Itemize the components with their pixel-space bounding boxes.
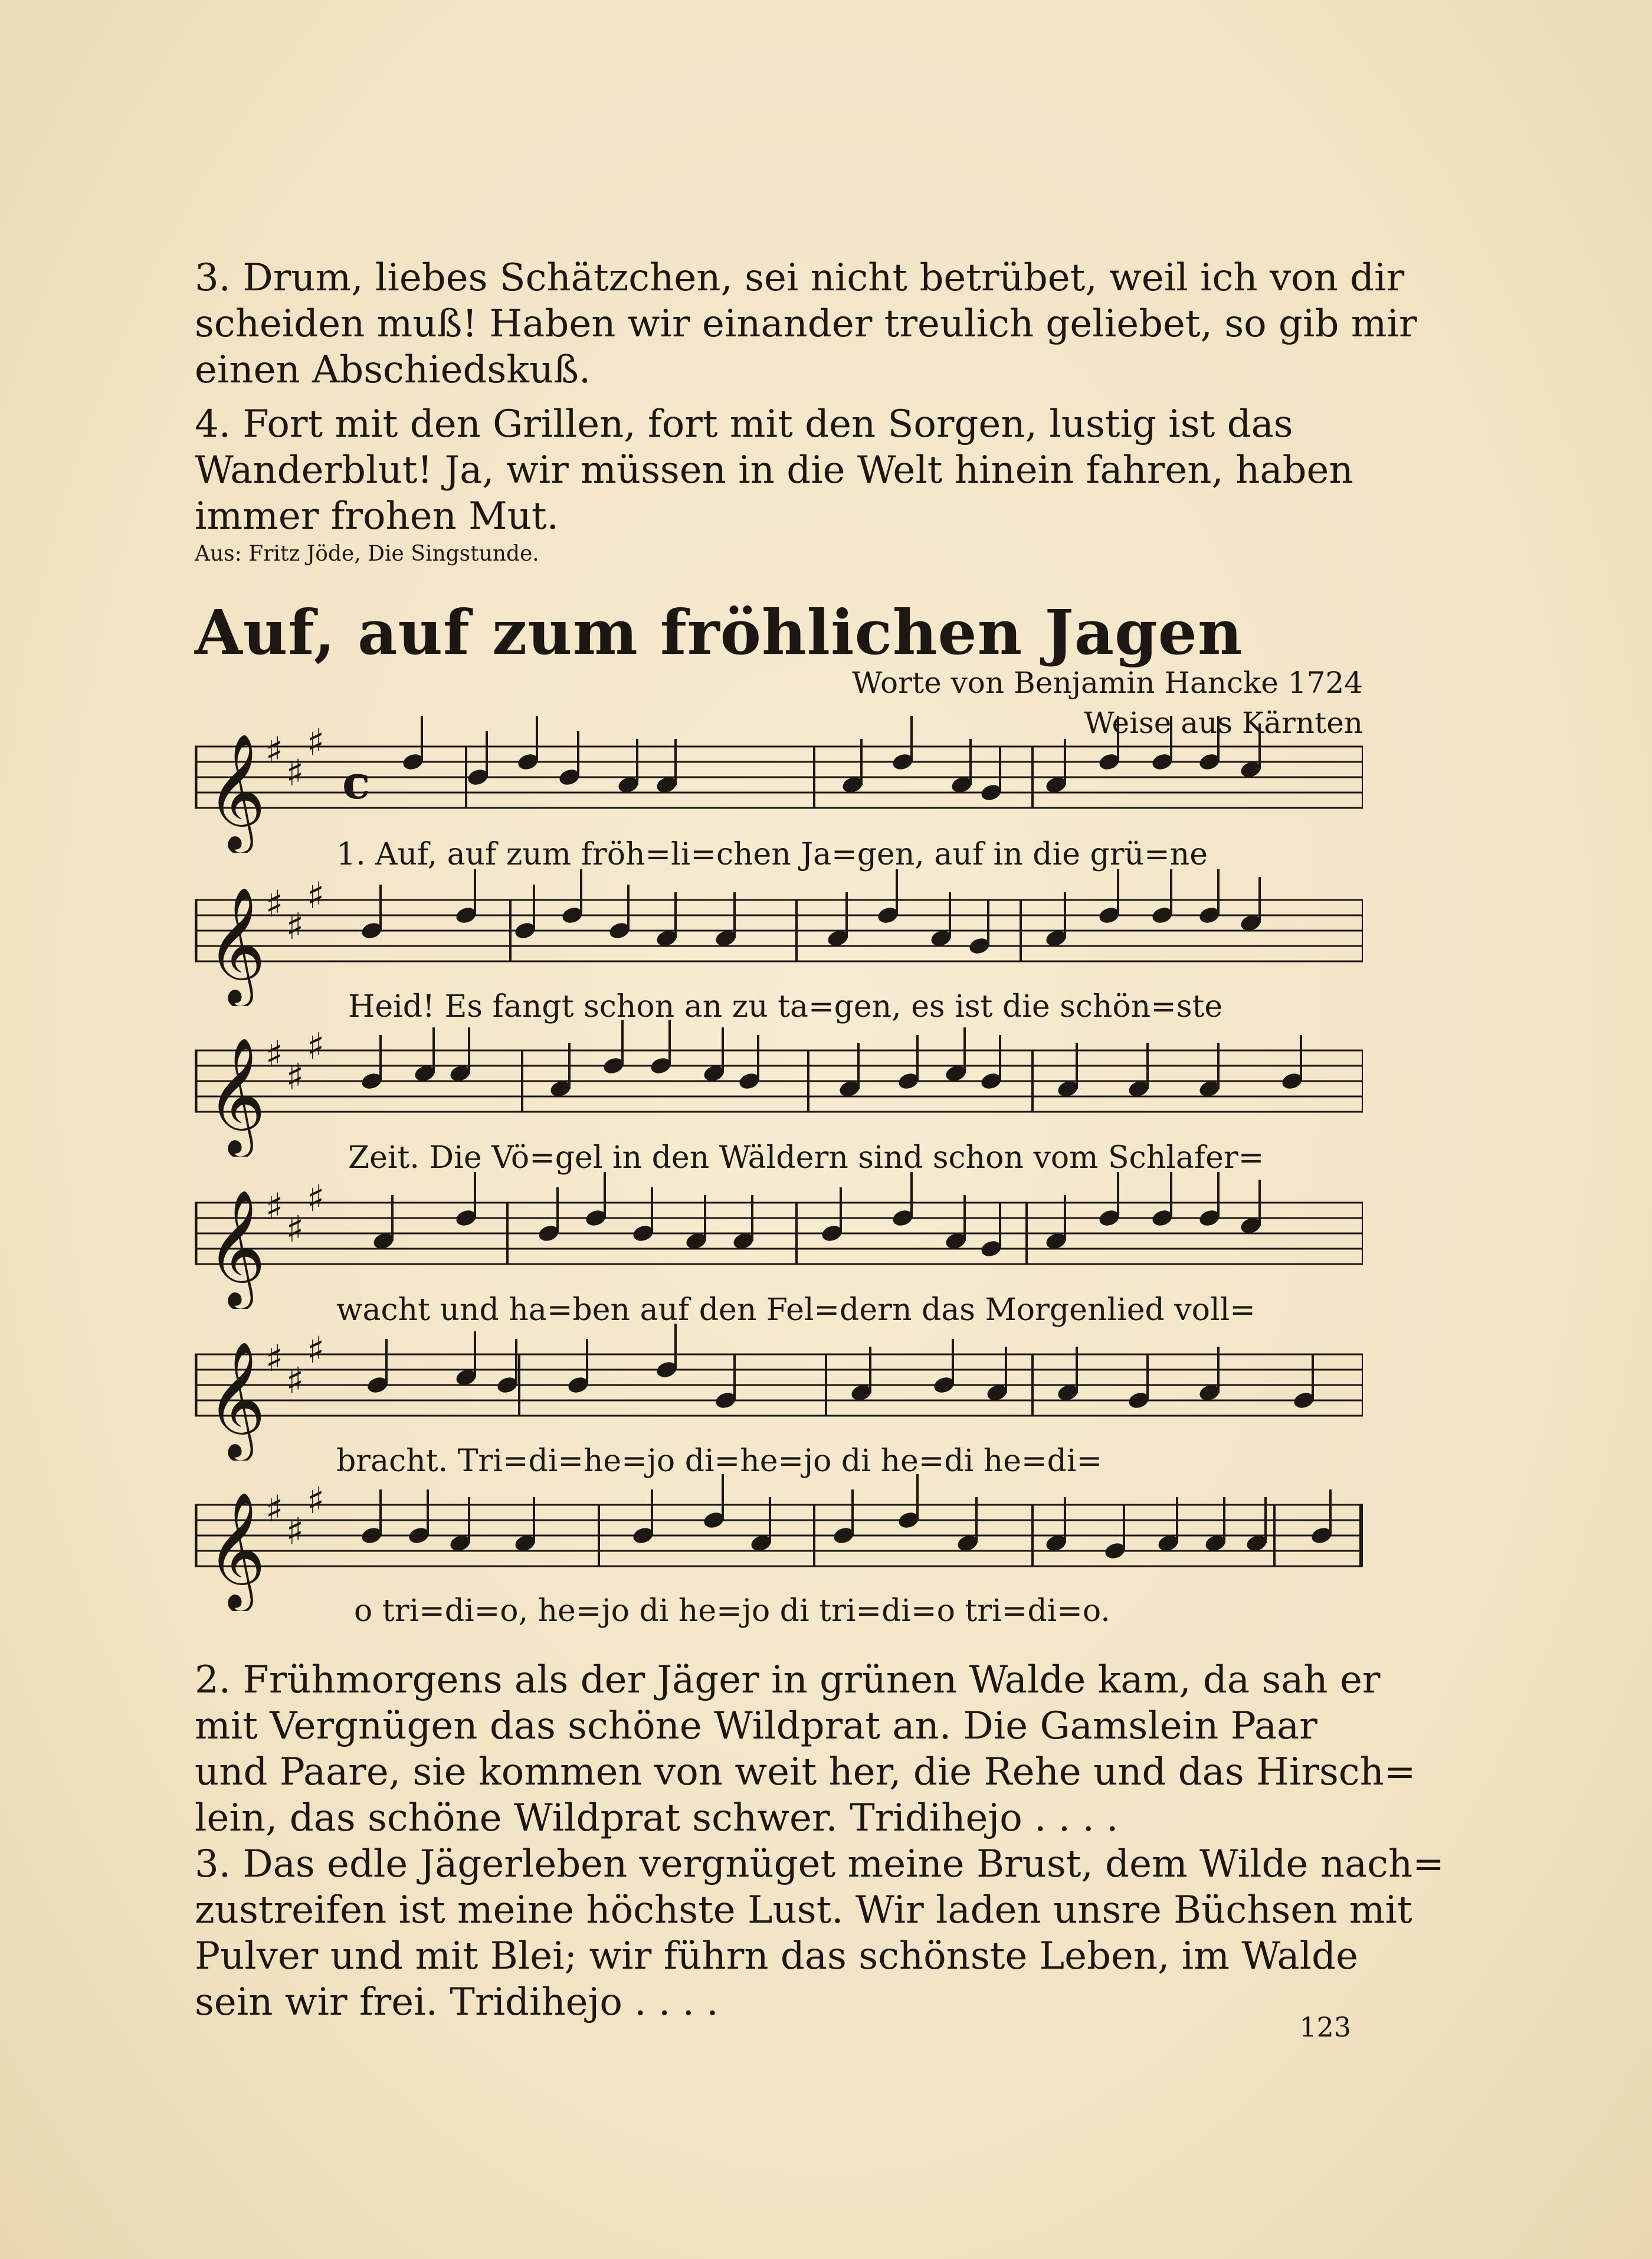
treble-clef-icon: 𝄞: [206, 1189, 266, 1306]
sharp-icon: ♯: [266, 882, 284, 925]
treble-clef-icon: 𝄞: [206, 886, 266, 1003]
verse-line: mit Vergnügen das schöne Wildprat an. Die Gamslein Paar: [195, 1704, 1317, 1748]
treble-clef-icon: 𝄞: [206, 1341, 266, 1458]
verse-line: Wanderblut! Ja, wir müssen in die Welt hinein fahren, haben: [195, 448, 1353, 492]
sharp-icon: ♯: [307, 1479, 325, 1522]
sharp-icon: ♯: [266, 1487, 284, 1530]
verse-line: einen Abschiedskuß.: [195, 348, 591, 392]
sharp-icon: ♯: [266, 1185, 284, 1228]
verse-4-top: [195, 401, 1363, 539]
sharp-icon: ♯: [266, 1033, 284, 1076]
lyric-line-5: bracht. Tri=di=he=jo di=he=jo di he=di he=di=: [336, 1443, 1103, 1479]
lyric-line-2: Heid! Es fangt schon an zu ta=gen, es ist die schön=ste: [348, 989, 1223, 1024]
lyric-line-1: 1. Auf, auf zum fröh=li=chen Ja=gen, auf in die grü=ne: [336, 837, 1208, 872]
melody-credit: Weise aus Kärnten: [1084, 706, 1363, 740]
sharp-icon: ♯: [286, 1055, 304, 1098]
song-title: Auf, auf zum fröhlichen Jagen: [195, 596, 1243, 669]
sharp-icon: ♯: [307, 1177, 325, 1220]
verse-line: und Paare, sie kommen von weit her, die Rehe und das Hirsch=: [195, 1750, 1416, 1794]
sharp-icon: ♯: [307, 1328, 325, 1371]
verse-2: [195, 1657, 1416, 1841]
verse-line: immer frohen Mut.: [195, 495, 559, 538]
verse-line: 2. Frühmorgens als der Jäger in grünen Walde kam, da sah er: [195, 1658, 1381, 1702]
verse-line: 3. Drum, liebes Schätzchen, sei nicht betrübet, weil ich von dir: [195, 256, 1405, 300]
verse-line: lein, das schöne Wildprat schwer. Tridihejo . . . .: [195, 1796, 1119, 1840]
lyric-line-3: Zeit. Die Vö=gel in den Wäldern sind schon vom Schlafer=: [348, 1140, 1264, 1176]
verse-line: 4. Fort mit den Grillen, fort mit den Sorgen, lustig ist das: [195, 402, 1293, 446]
verse-3-bottom: [195, 1841, 1444, 2025]
treble-clef-icon: 𝄞: [206, 1037, 266, 1154]
sharp-icon: ♯: [307, 721, 325, 764]
sharp-icon: ♯: [286, 1359, 304, 1402]
source-credit: Aus: Fritz Jöde, Die Singstunde.: [195, 542, 539, 566]
sharp-icon: ♯: [286, 1510, 304, 1553]
common-time-icon: c: [342, 756, 371, 810]
sharp-icon: ♯: [286, 1207, 304, 1250]
sharp-icon: ♯: [307, 1024, 325, 1068]
treble-clef-icon: 𝄞: [206, 1491, 266, 1608]
lyric-line-6: o tri=di=o, he=jo di he=jo di tri=di=o tri=di=o.: [354, 1593, 1110, 1629]
lyric-line-4: wacht und ha=ben auf den Fel=dern das Morgenlied voll=: [336, 1292, 1256, 1328]
verse-line: scheiden muß! Haben wir einander treulich geliebet, so gib mir: [195, 302, 1417, 346]
treble-clef-icon: 𝄞: [206, 733, 266, 850]
verse-line: sein wir frei. Tridihejo . . . .: [195, 1980, 719, 2024]
sharp-icon: ♯: [266, 1337, 284, 1380]
sharp-icon: ♯: [266, 729, 284, 772]
page-number: 123: [1299, 2011, 1351, 2043]
verse-3-top: [195, 255, 1417, 393]
sharp-icon: ♯: [286, 751, 304, 794]
sharp-icon: ♯: [307, 874, 325, 917]
verse-line: Pulver und mit Blei; wir führn das schönste Leben, im Walde: [195, 1934, 1358, 1978]
words-credit: Worte von Benjamin Hancke 1724: [851, 666, 1363, 700]
sharp-icon: ♯: [286, 905, 304, 948]
verse-line: 3. Das edle Jägerleben vergnüget meine Brust, dem Wilde nach=: [195, 1842, 1444, 1886]
verse-line: zustreifen ist meine höchste Lust. Wir laden unsre Büchsen mit: [195, 1888, 1412, 1932]
